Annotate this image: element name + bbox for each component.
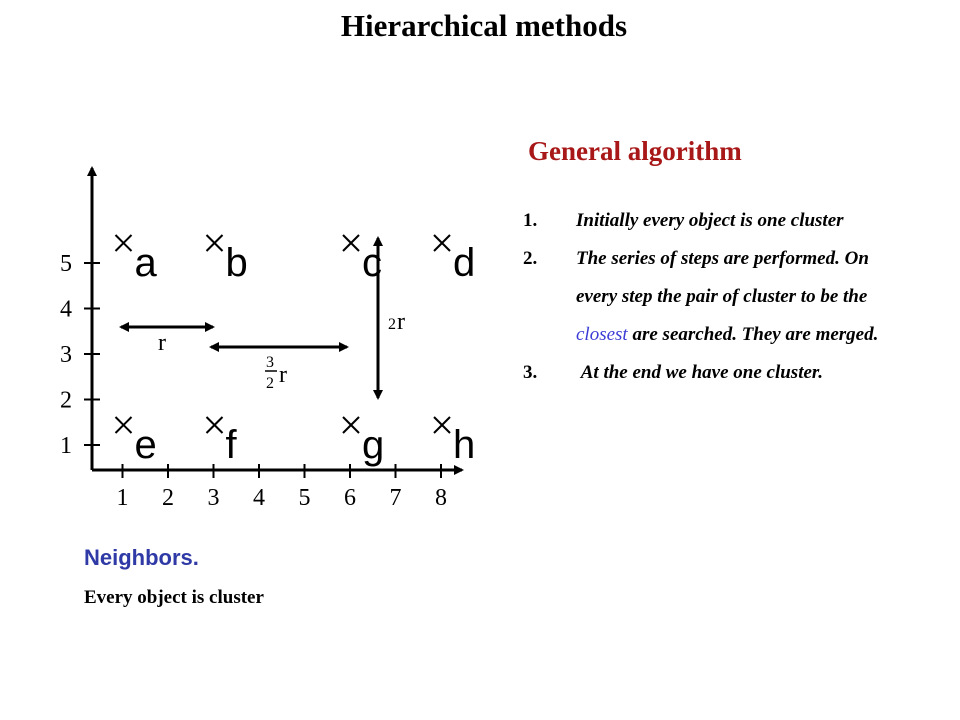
fraction-denominator: 2 — [266, 375, 274, 392]
x-tick-label: 6 — [344, 485, 356, 511]
algorithm-step-1 — [523, 202, 883, 240]
point-label: a — [134, 241, 157, 285]
point-label: d — [453, 241, 476, 285]
step-number: 3. — [523, 362, 538, 383]
neighbors-subtitle: Every object is cluster — [84, 587, 264, 608]
x-tick-label: 4 — [253, 485, 265, 511]
point-a — [116, 235, 158, 285]
neighbors-heading: Neighbors. — [84, 545, 199, 570]
y-tick-label: 1 — [60, 433, 72, 459]
point-d — [434, 235, 475, 285]
two-r-label: r — [397, 309, 405, 335]
point-g — [343, 417, 384, 467]
y-tick-label: 2 — [60, 387, 72, 414]
step-text-after: are searched. They are merged. — [627, 324, 879, 345]
highlight-closest: closest — [576, 324, 628, 345]
point-label: g — [362, 423, 385, 467]
fraction-r-label: r — [279, 362, 287, 388]
slide-title: Hierarchical methods — [340, 8, 628, 43]
algorithm-heading: General algorithm — [528, 136, 742, 166]
algorithm-step-3 — [523, 354, 883, 392]
point-label: c — [362, 241, 382, 285]
step-text: Initially every object is one cluster — [576, 210, 844, 231]
point-label: f — [225, 423, 237, 467]
x-tick-label: 5 — [298, 485, 311, 511]
point-label: h — [453, 423, 476, 467]
two-r-coefficient: 2 — [388, 316, 396, 333]
x-tick-label: 2 — [162, 485, 174, 511]
y-tick-label: 3 — [60, 342, 72, 368]
point-e — [116, 417, 157, 467]
point-h — [434, 417, 475, 467]
step-number: 1. — [523, 210, 538, 231]
point-label: e — [134, 423, 157, 467]
point-label: b — [225, 241, 248, 285]
point-b — [207, 235, 248, 285]
x-tick-label: 1 — [116, 485, 129, 511]
algorithm-steps — [523, 202, 883, 392]
algorithm-step-2 — [523, 240, 883, 354]
distance-label-r: r — [158, 330, 166, 356]
x-tick-label: 3 — [207, 485, 220, 511]
x-tick-label: 7 — [389, 485, 402, 511]
point-c — [343, 235, 382, 285]
step-text-before: The series of steps are performed. On every step the pair of cluster to be the — [576, 248, 869, 307]
fraction-numerator: 3 — [266, 354, 274, 371]
step-text: At the end we have one cluster. — [576, 362, 823, 383]
x-tick-label: 8 — [435, 485, 447, 511]
y-tick-label: 5 — [60, 251, 72, 277]
point-f — [207, 417, 238, 467]
step-number: 2. — [523, 248, 538, 269]
y-tick-label: 4 — [60, 296, 72, 323]
